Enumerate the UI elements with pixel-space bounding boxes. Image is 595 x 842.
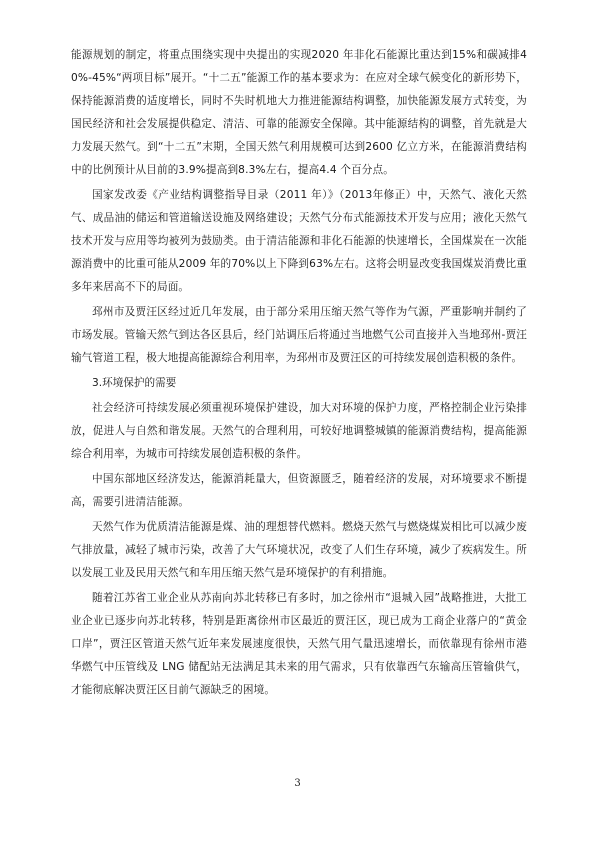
paragraph-pizhou-jiawang: 邳州市及贾汪区经过近几年发展，由于部分采用压缩天然气等作为气源，严重影响并制约了市场发展。管输天然气到达各区县后，经门站调压后将通过当地燃气公司直接并入当地邳州-贾汪输气管道工程，极大地提高能源综合利用率，为邳州市及贾汪区的可持续发展创造积极的条件。	[71, 306, 527, 364]
paragraph-eastern-china: 中国东部地区经济发达，能源消耗量大，但资源匮乏，随着经济的发展，对环境要求不断提高，需要引进清洁能源。	[71, 473, 527, 508]
paragraph-energy-planning: 能源规划的制定，将重点围绕实现中央提出的实现2020 年非化石能源比重达到15%和碳减排40%-45%“两项目标”展开。“十二五”能源工作的基本要求为：在应对全球气候变化的新形势下，保持能源消费的适度增长，同时不失时机地大力推进能源结构调整，加快能源发展方式转变，为国民经济和社会发展提供稳定、清洁、可靠的能源安全保障。其中能源结构的调整，首先就是大力发展天然气。到“十二五”末期，全国天然气利用规模可达到2600 亿立方米，在能源消费结构中的比例预计从目前的3.9%提高到8.3%左右，提高4.4 个百分点。	[71, 49, 527, 176]
document-body	[71, 44, 527, 702]
paragraph-industry-catalog: 国家发改委《产业结构调整指导目录（2011 年）》（2013年修正）中，天然气、液化天然气、成品油的储运和管道输送设施及网络建设；天然气分布式能源技术开发与应用；液化天然气技术开发与应用等均被列为鼓励类。由于清洁能源和非化石能源的快速增长，全国煤炭在一次能源消费中的比重可能从2009 年的70%以上下降到63%左右。这将会明显改变我国煤炭消费比重多年来居高不下的局面。	[71, 189, 527, 293]
paragraph-clean-energy: 天然气作为优质清洁能源是煤、油的理想替代燃料。燃烧天然气与燃烧煤炭相比可以减少废气排放量，减轻了城市污染，改善了大气环境状况，改变了人们生存环境，减少了疾病发生。所以发展工业及民用天然气和车用压缩天然气是环境保护的有利措施。	[71, 521, 527, 579]
paragraph-jiangsu-industry-transfer: 随着江苏省工业企业从苏南向苏北转移已有多时，加之徐州市“退城入园”战略推进，大批工业企业已逐步向苏北转移，特别是距离徐州市区最近的贾汪区，现已成为工商企业落户的“黄金口岸”，贾汪区管道天然气近年来发展速度很快，天然气用气量迅速增长，而依靠现有徐州市港华燃气中压管线及 LNG 储配站无法满足其未来的用气需求，只有依靠西气东输高压管输供气，才能彻底解决贾汪区目前气源缺乏的困境。	[71, 592, 527, 696]
page-number: 3	[294, 778, 301, 789]
paragraph-sustainable-development: 社会经济可持续发展必须重视环境保护建设，加大对环境的保护力度，严格控制企业污染排放，促进人与自然和谐发展。天然气的合理利用，可较好地调整城镇的能源消费结构，提高能源综合利用率，为城市可持续发展创造积极的条件。	[71, 402, 527, 460]
section-heading-environmental-protection: 3.环境保护的需要	[92, 377, 177, 389]
